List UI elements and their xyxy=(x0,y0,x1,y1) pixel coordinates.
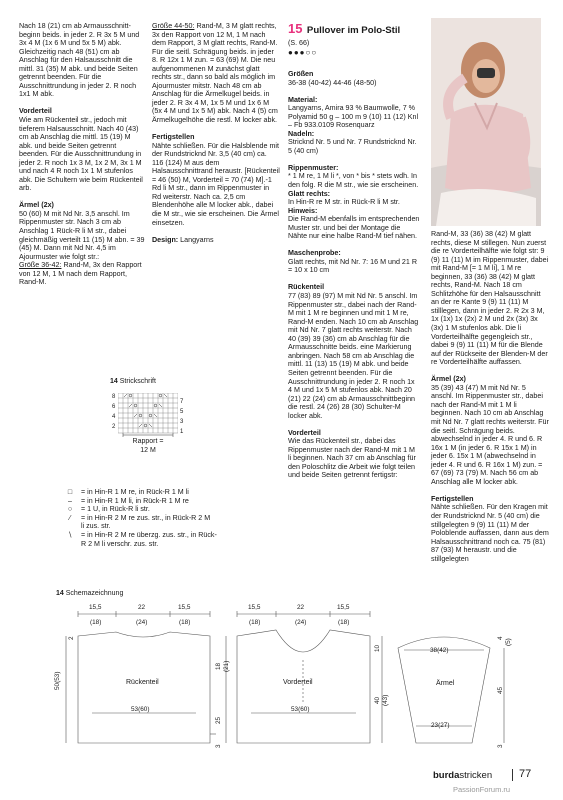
footer-divider xyxy=(512,769,513,781)
dim-label: 15,5 xyxy=(248,604,261,611)
chart-title-text: Strickschrift xyxy=(119,378,156,385)
paragraph: Wie am Rückenteil str., jedoch mit tieferem Halsausschnitt. Nach 40 (43) cm ab Anschlag die mittl. 15 (19) M abk. und beide Seiten getrennt beenden. Für die Ausschnittrundung in jeder 2. R noch 1x 3 M, 1x 2 M, 3x 1 M und nach 4 R noch 1x 1 M stufenlos abk. Die Schultern wie beim Rückenteil arb. xyxy=(19,115,143,193)
dim-label: 15,5 xyxy=(178,604,191,611)
pattern-number: 15 xyxy=(288,21,303,36)
difficulty-icon: ●●●○○ xyxy=(288,48,318,57)
dim-label: (18) xyxy=(249,619,261,626)
legend-text: = in Hin-R 2 M re überzg. zus. str., in Rück-R 2 M li verschr. zus. str. xyxy=(81,530,217,548)
schema-number: 14 xyxy=(56,590,64,597)
schema-title-text: Schemazeichnung xyxy=(65,590,124,597)
dim-label: 4 xyxy=(497,636,504,640)
dim-label: 53(60) xyxy=(291,706,310,713)
legend-text: = 1 U, in Rück-R li str. xyxy=(81,505,150,514)
dim-label: 50(53) xyxy=(54,671,61,690)
page-number: 77 xyxy=(519,768,532,780)
dim-label: 18 xyxy=(215,662,222,670)
watermark: PassionForum.ru xyxy=(453,785,511,794)
model-photo-illustration xyxy=(431,18,541,226)
dim-label: (5) xyxy=(505,638,512,646)
section-heading: Fertigstellen xyxy=(431,494,474,503)
section-heading: Größen xyxy=(288,70,314,78)
dim-label: 22 xyxy=(138,604,146,611)
design-label: Design: xyxy=(152,235,179,244)
paragraph: Nähte schließen. Für die Halsblende mit der Rundstricknd Nr. 3,5 (40 cm) ca. 116 (124) M aus dem Halsausschnittrand heraustr. [Rückenteil = 46 (50) M, Vorderteil = 70 (74) M].-1 Rd li M str., dann im Rippenmuster in Rd weiterstr. Nach ca. 2,5 cm Blendenhöhe alle M locker abk., dabei die M str., wie sie erscheinen. Die Ärmel einsetzen. xyxy=(152,141,280,227)
size-label: Größe 36-42: xyxy=(19,261,62,270)
section-heading: Ärmel (2x) xyxy=(19,201,54,210)
section-heading: Nadeln: xyxy=(288,129,315,138)
paragraph: In Hin-R re M str. in Rück-R li M str. xyxy=(288,198,400,207)
pattern-name: Pullover im Polo-Stil xyxy=(306,25,401,36)
size-label: Größe 44-50: xyxy=(152,22,195,30)
dim-label: 40 xyxy=(374,696,381,704)
row-number: 8 xyxy=(112,394,116,400)
front-piece-label: Vorderteil xyxy=(283,679,313,686)
paragraph: Glatt rechts, mit Nd Nr. 7: 16 M und 21 R = 10 x 10 cm xyxy=(288,257,417,275)
dim-label: 3 xyxy=(215,744,222,748)
dim-label: 38(42) xyxy=(430,647,449,654)
dim-label: (21) xyxy=(223,660,230,672)
section-heading: Fertigstellen xyxy=(152,133,195,142)
legend-symbol: – xyxy=(68,496,72,505)
dim-label: 45 xyxy=(497,686,504,694)
rapport-label-text: Rapport = xyxy=(132,438,164,445)
back-piece-label: Rückenteil xyxy=(126,679,159,686)
text-column-2 xyxy=(152,22,280,244)
chart-number: 14 xyxy=(110,378,118,385)
dim-label: 23(27) xyxy=(431,722,450,729)
paragraph: 50 (60) M mit Nd Nr. 3,5 anschl. Im Rippenmuster str. Nach 3 cm ab Anschlag 1 Rück-R li M str., dabei gleichmäßig verteilt 11 (15) M abn. = 39 (45) M. Dann mit Nd Nr. 4,5 im Ajourmuster wie folgt str.: xyxy=(19,209,145,261)
brand-name: burda xyxy=(433,770,460,781)
footer-brand xyxy=(433,770,492,781)
paragraph-text: Rand-M, 3x den Rapport von 12 M, 1 M nach dem Rapport, Rand-M. xyxy=(19,261,142,287)
paragraph: Nähte schließen. Für den Kragen mit der Rundstricknd Nr. 5 (40 cm) die stillgelegten 9 (9) 11 (11) M der Poloblende auffassen, dann aus dem Halsausschnittrand noch ca. 75 (81) 87 (93) M heraustr. und die stillgelegten xyxy=(431,503,549,563)
rapport-value: 12 M xyxy=(140,447,156,454)
dim-label: (24) xyxy=(295,619,307,626)
dim-label: 3 xyxy=(497,744,504,748)
row-number: 6 xyxy=(112,404,116,410)
section-heading: Ärmel (2x) xyxy=(431,375,466,384)
paragraph: 36-38 (40-42) 44-46 (48-50) xyxy=(288,78,377,87)
paragraph: Die Rand-M ebenfalls im entsprechenden Muster str. und bei der Montage die Nähte nur eine halbe Rand-M tief nähen. xyxy=(288,215,420,241)
paragraph: Stricknd Nr. 5 und Nr. 7 Rundstricknd Nr. 5 (40 cm) xyxy=(288,138,417,155)
dim-label: (18) xyxy=(90,619,102,626)
paragraph: Wie das Rückenteil str., dabei das Rippenmuster nach der Rand-M mit 1 M li beginnen. Nach 37 cm ab Anschlag für den Poloschlitz die Arbeit wie folgt teilen und beide Seiten getrennt fertigstr: xyxy=(288,437,416,480)
row-numbers-right xyxy=(180,397,183,437)
section-heading: Glatt rechts: xyxy=(288,189,331,198)
paragraph: Rand-M, 33 (36) 38 (42) M glatt rechts, diese M stillegen. Nun zuerst die re Vorderteilhälfte wie folgt str: 9 (9) 11 (11) M im Rippenmuster, dabei mit Rand-M [= 1 M li], 1 M re beginnen, 33 (36) 38 (42) M glatt rechts, Rand-M. Nach 18 cm Schlitzhöhe für den Halsausschnitt an der re Kante 9 (9) 11 (11) M stilllegen, dann in jeder 2. R 2x 3 M, 1x (1x) 1x (2x) 2 M und 2x (3x) 3x (3x) 1 M stufenlos abk. Die li Vorderteilhälfte gegengleich str., dabei 9 (9) 11 (11) M für die Blende auf der Rückseite der Blenden-M der re Vorderteilhälfte auffassen. xyxy=(431,230,549,367)
dim-label: 15,5 xyxy=(337,604,350,611)
row-number: 4 xyxy=(112,414,116,420)
legend-symbol: ○ xyxy=(67,505,73,514)
paragraph: Langyarns, Amira 93 % Baumwolle, 7 % Polyamid 50 g – 100 m 9 (10) 11 (12) Knl – Fb 933.0109 Rosenquarz xyxy=(288,104,419,130)
row-number: 7 xyxy=(180,399,184,405)
paragraph: * 1 M re, 1 M li *, von * bis * stets wdh. In den folg. R die M str., wie sie erscheinen. xyxy=(288,172,419,190)
rapport-label xyxy=(126,437,170,455)
page-ref: (S. 66) xyxy=(288,39,310,47)
text-column-1 xyxy=(19,22,145,287)
legend-row xyxy=(59,531,221,548)
knitting-chart-grid xyxy=(118,393,178,437)
legend-symbol: ⁄ xyxy=(69,513,71,522)
section-heading: Vorderteil xyxy=(19,107,52,116)
dim-label: 10 xyxy=(374,644,381,652)
paragraph: 77 (83) 89 (97) M mit Nd Nr. 5 anschl. Im Rippenmuster str., dabei nach der Rand-M mit 1 M re beginnen und mit 1 M re, Rand-M enden. Nach 10 cm ab Anschlag mit Nd Nr. 7 glatt rechts weiterstr. Nach 40 (39) 39 (36) cm ab Anschlag für die Armausschnitte beids. eine Markierung anbringen. Nach 58 cm ab Anschlag die mittl. 11 (13) 15 (19) M abk. und beide Seiten getrennt beenden. Für die Ausschnittrundung in jeder 2. R noch 1x 4 M und 1x 5 M stufenlos abk. Nach 20 (21) 22 (24) cm ab Armausschnittbeginn die restl. 24 (26) 28 (30) Schulter-M locker abk. xyxy=(288,292,419,420)
chart-title xyxy=(110,378,156,385)
legend-row xyxy=(59,497,221,506)
paragraph: 35 (39) 43 (47) M mit Nd Nr. 5 anschl. Im Rippenmuster str., dabei nach der Rand-M mit 1 M li beginnen. Nach 10 cm ab Anschlag mit Nd Nr. 7 glatt rechts weiterstr. Für die seitl. Schrägung beids. abwechselnd in jeder 4. R und 6. R 16x 1 M (in jeder 6. R 15x 1 M) in jeder 6. 15x 1 M (abwechselnd in jeder 4. R und 6. R 16x 1 M) zun. = 67 (69) 73 (79) M. Nach 56 cm ab Anschlag alle M locker abk. xyxy=(431,383,549,486)
paragraph xyxy=(152,22,280,125)
dim-label: 53(60) xyxy=(131,706,150,713)
section-heading: Rückenteil xyxy=(288,283,325,292)
schema-title xyxy=(56,590,123,597)
dim-label: 22 xyxy=(297,604,305,611)
legend-row xyxy=(59,514,221,531)
model-photo xyxy=(431,18,541,226)
brand-name-suffix: stricken xyxy=(459,770,493,781)
paragraph-text: Rand-M, 3 M glatt rechts, 3x den Rapport von 12 M, 1 M nach dem Rapport, 3 M glatt rechts, Rand-M. Für die seitl. Schrägung beids. in jeder 8. R 12x 1 M zun. = 63 (69) M. Die neu aufgenommenen M zunächst glatt rechts str., dann so bald als möglich im Ajourmuster mitstr. Nach 48 cm ab Anschlag für die Ärmelkugel beids. in jeder 2. R 3x 4 M, 1x 5 M und 1x 6 M (5x 4 M und 1x 5 M) abk. Nach 4 (5) cm Ärmelkugelhöhe die restl. M locker abk. xyxy=(152,22,278,125)
design-value: Langyarns xyxy=(178,235,214,244)
text-column-4 xyxy=(431,230,549,563)
section-heading: Material: xyxy=(288,95,318,104)
pattern-title xyxy=(288,20,428,57)
text-column-3 xyxy=(288,70,420,480)
paragraph xyxy=(19,261,145,287)
legend-text: = in Hin-R 1 M re, in Rück-R 1 M li xyxy=(81,488,189,496)
dim-label: 2 xyxy=(68,636,75,640)
legend-row xyxy=(59,505,221,514)
legend-symbol: □ xyxy=(67,488,73,496)
dim-label: (18) xyxy=(179,619,191,626)
dim-label: (18) xyxy=(338,619,350,626)
dim-label: 25 xyxy=(215,716,222,724)
section-heading: Maschenprobe: xyxy=(288,249,341,258)
dim-label: (24) xyxy=(136,619,148,626)
row-number: 2 xyxy=(112,424,116,430)
design-credit xyxy=(152,236,280,245)
paragraph: Nach 18 (21) cm ab Armausschnitt-beginn beids. in jeder 2. R 3x 5 M und 3x 4 M (1x 6 M und 5x 5 M) abk. Gleichzeitig nach 48 (51) cm ab Anschlag für den Halsausschnitt die mittl. 31 (35) M abk. und beide Seiten getrennt beenden. Für die Ausschnittrundung in jeder 2. R noch 1x1 M abk. xyxy=(19,22,140,99)
section-heading: Rippenmuster: xyxy=(288,163,339,172)
row-number: 3 xyxy=(180,419,184,425)
section-heading: Vorderteil xyxy=(288,428,321,437)
symbol-legend xyxy=(59,488,221,548)
legend-text: = in Hin-R 1 M li, in Rück-R 1 M re xyxy=(81,496,189,505)
legend-text: = in Hin-R 2 M re zus. str., in Rück-R 2 M li zus. str. xyxy=(81,513,211,531)
sleeve-label: Ärmel xyxy=(436,680,455,687)
section-heading: Hinweis: xyxy=(288,206,318,215)
row-number: 1 xyxy=(180,429,184,435)
dim-label: 15,5 xyxy=(89,604,102,611)
legend-row xyxy=(59,488,221,497)
row-number: 5 xyxy=(180,409,184,415)
row-numbers-left xyxy=(112,392,115,432)
dim-label: (43) xyxy=(382,694,389,706)
legend-symbol: ∖ xyxy=(67,530,73,539)
